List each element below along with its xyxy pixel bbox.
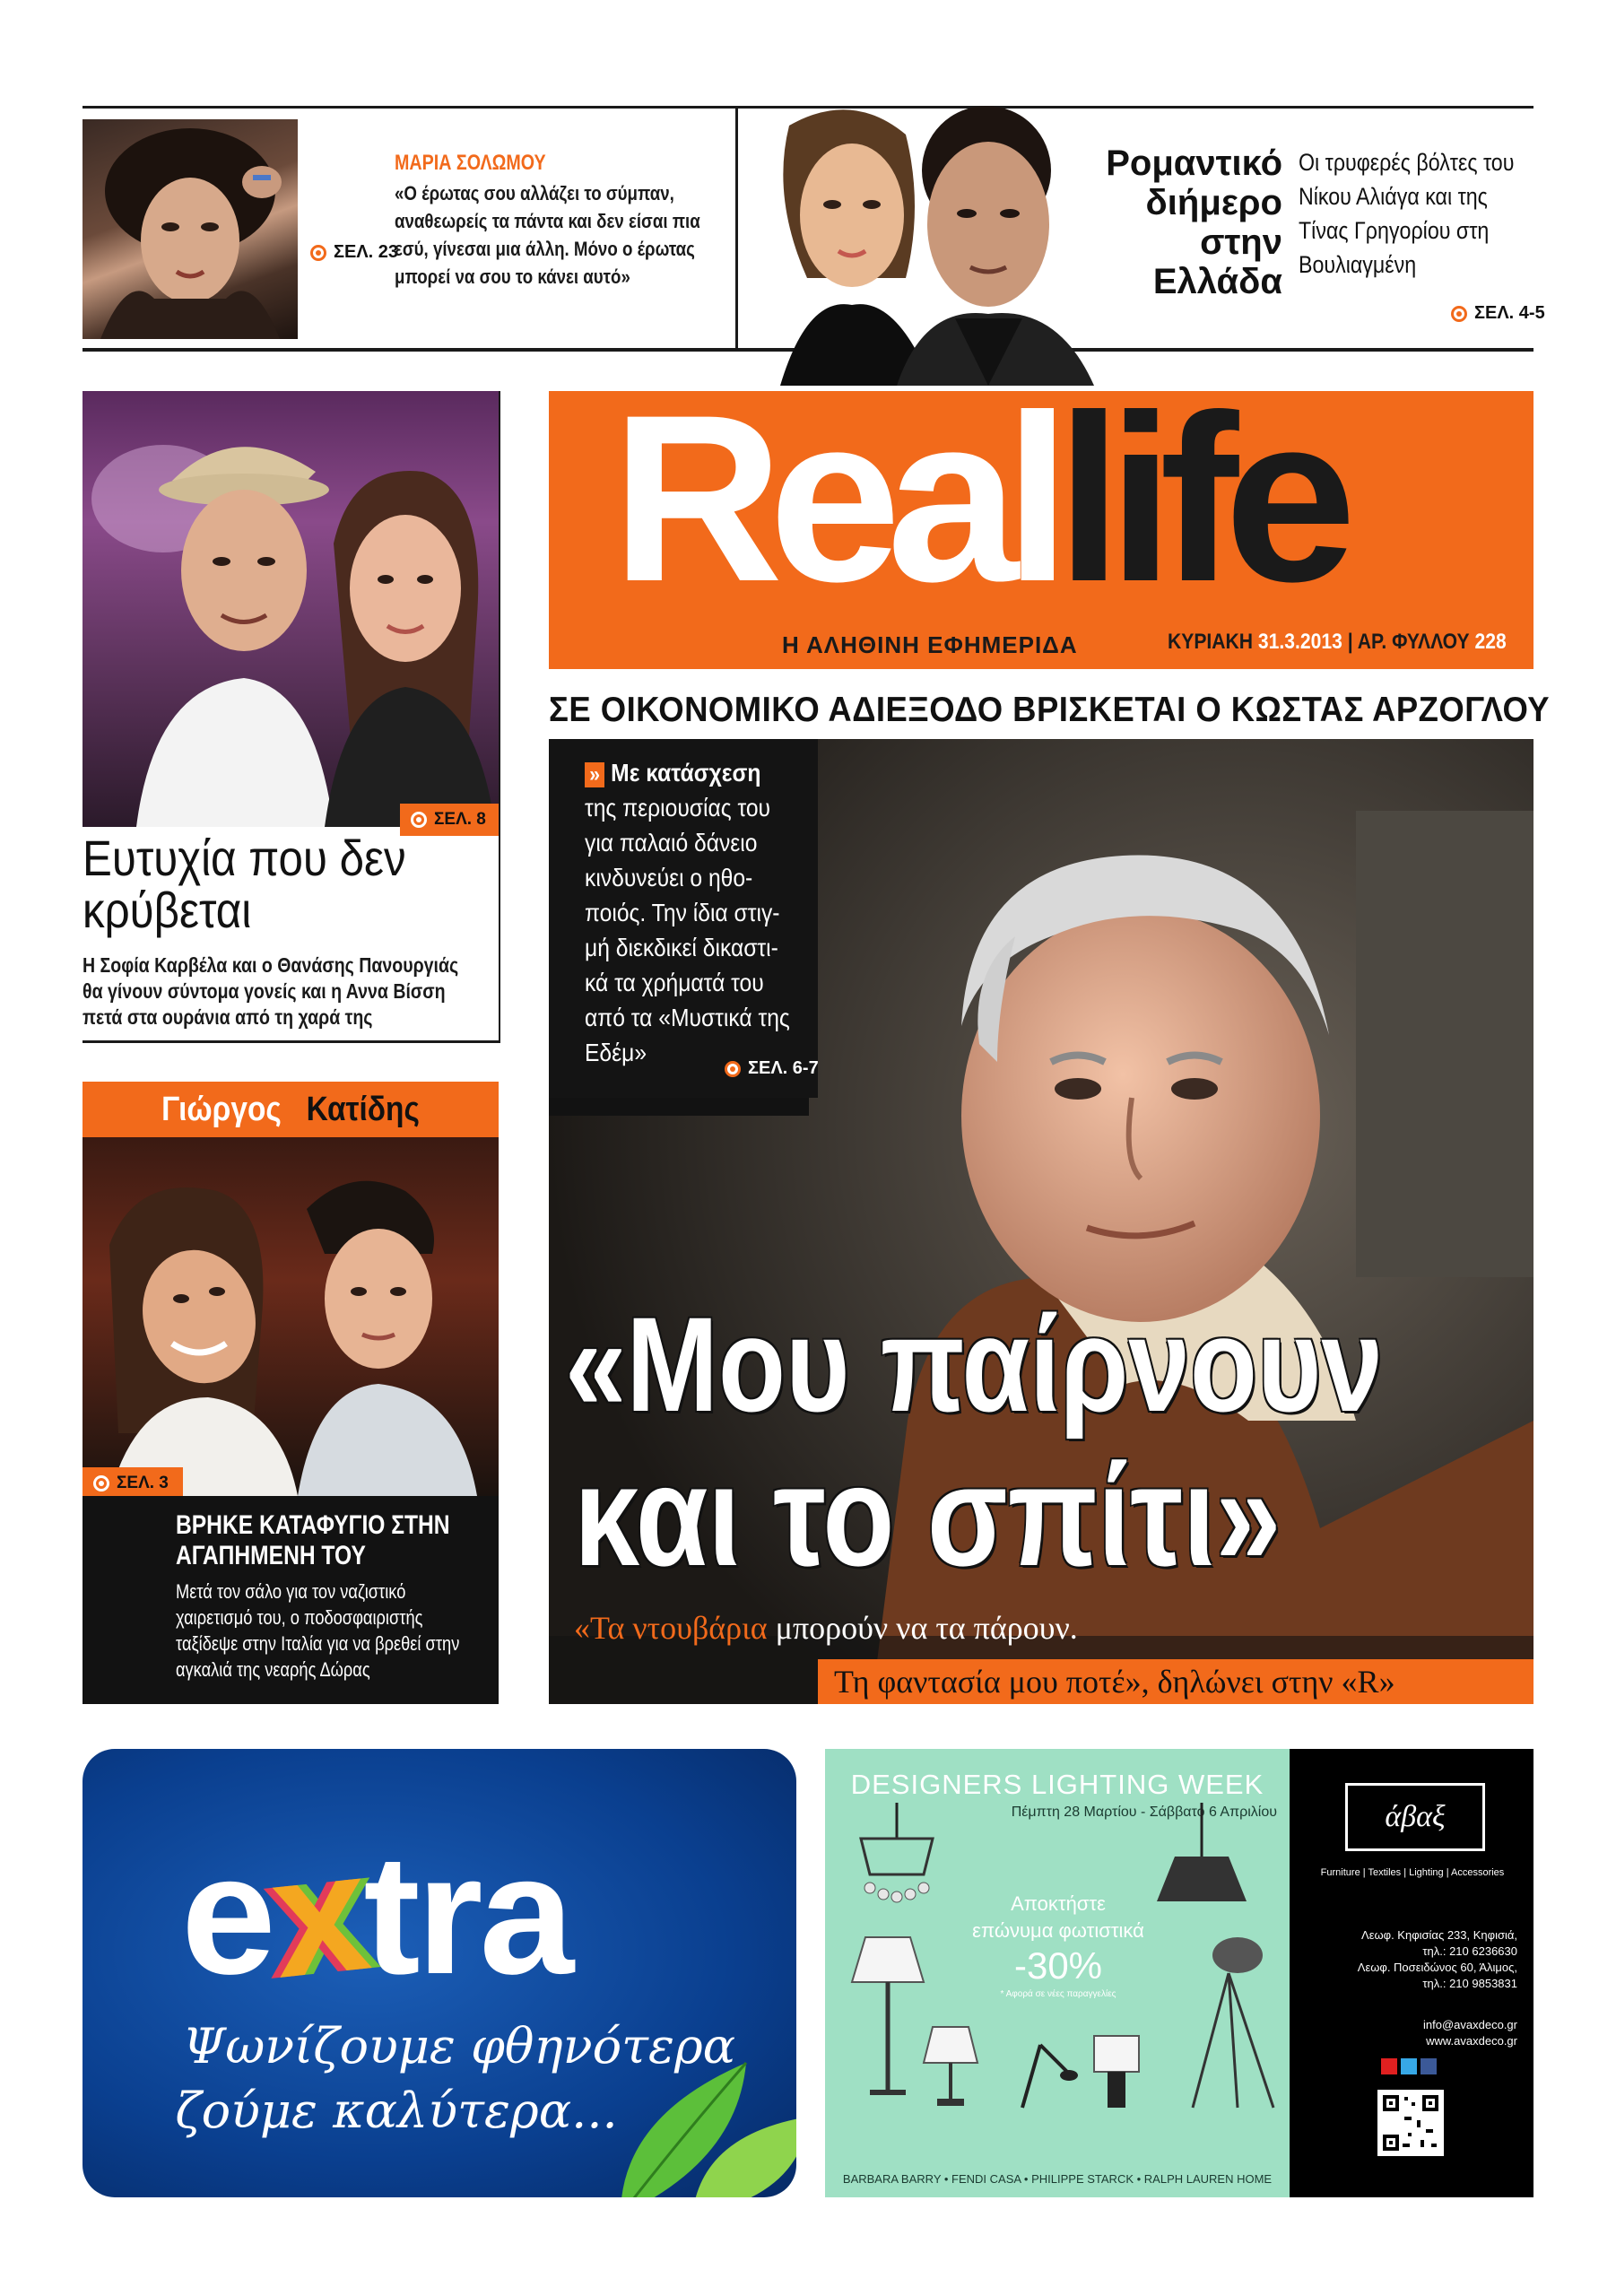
page-marker-icon bbox=[93, 1475, 109, 1492]
story1-bottom-rule bbox=[83, 1040, 499, 1043]
main-page-ref[interactable]: ΣΕΛ. 6-7 bbox=[725, 1058, 819, 1079]
main-sub1-rest: μπορούν να τα πάρουν. bbox=[775, 1610, 1078, 1646]
facebook-icon[interactable] bbox=[1421, 2058, 1437, 2074]
main-intro bbox=[585, 755, 790, 1070]
avax-email: info@avaxdeco.gr bbox=[1423, 2018, 1517, 2031]
story1-page-ref[interactable]: ΣΕΛ. 8 bbox=[400, 804, 499, 836]
katidis-photo[interactable] bbox=[83, 1137, 499, 1496]
extra-slogan-1: Ψωνίζουμε φθηνότερα bbox=[182, 2018, 736, 2074]
couple-photo[interactable] bbox=[753, 99, 1112, 386]
main-headline-line1: «Μου παίρνουν bbox=[565, 1289, 1383, 1439]
katidis-first: Γιώργος bbox=[161, 1090, 282, 1128]
katidis-label-bar bbox=[83, 1082, 499, 1137]
intro-arrow-icon: » bbox=[585, 762, 604, 787]
lighting-offer-1: Αποκτήστε bbox=[1011, 1892, 1106, 1915]
extra-x: x bbox=[262, 1815, 374, 2014]
lighting-dates: Πέμπτη 28 Μαρτίου - Σάββατο 6 Απριλίου bbox=[1011, 1805, 1277, 1820]
lamps-illustration bbox=[834, 1803, 1282, 2161]
main-kicker: ΣΕ ΟΙΚΟΝΟΜΙΚΟ ΑΔΙΕΞΟΔΟ ΒΡΙΣΚΕΤΑΙ Ο ΚΩΣΤΑΣ ΑΡΖΟΓΛΟΥ bbox=[549, 691, 1551, 729]
story1-headline: Ευτυχία που δεν κρύβεται bbox=[83, 830, 406, 938]
lighting-title: DESIGNERS LIGHTING WEEK bbox=[850, 1769, 1264, 1800]
lighting-discount: -30% bbox=[1013, 1944, 1103, 1987]
ad-lighting[interactable] bbox=[825, 1749, 1533, 2197]
main-sub1-accent: «Τα ντουβάρια bbox=[574, 1610, 768, 1646]
story2-headline: ΒΡΗΚΕ ΚΑΤΑΦΥΓΙΟ ΣΤΗΝ ΑΓΑΠΗΜΕΝΗ ΤΟΥ bbox=[176, 1510, 450, 1570]
extra-logo: extra bbox=[181, 1815, 571, 2014]
page-marker-icon bbox=[411, 812, 427, 828]
masthead bbox=[549, 366, 1533, 669]
avax-phone-2: τηλ.: 210 9853831 bbox=[1422, 1977, 1517, 1990]
masthead-date: 31.3.2013 bbox=[1257, 630, 1342, 654]
twitter-icon[interactable] bbox=[1401, 2058, 1417, 2074]
social-icons bbox=[1381, 2058, 1437, 2074]
maria-page-ref[interactable]: ΣΕΛ. 23 bbox=[310, 242, 398, 263]
story1-side-rule bbox=[499, 391, 500, 1043]
story2-page-ref[interactable]: ΣΕΛ. 3 bbox=[83, 1467, 183, 1500]
page-marker-icon bbox=[310, 245, 326, 261]
avax-phone-1: τηλ.: 210 6236630 bbox=[1422, 1944, 1517, 1958]
page-marker-icon bbox=[725, 1061, 741, 1077]
avax-web: www.avaxdeco.gr bbox=[1426, 2034, 1517, 2048]
extra-slogan-2: ζούμε καλύτερα... bbox=[175, 2083, 618, 2139]
qr-code-icon[interactable] bbox=[1377, 2090, 1444, 2156]
ad-extra[interactable] bbox=[83, 1749, 796, 2197]
intro-lead: Με κατάσχεση bbox=[611, 759, 761, 787]
avax-logo: άβαξ bbox=[1345, 1783, 1485, 1851]
romantic-page-ref[interactable]: ΣΕΛ. 4-5 bbox=[1451, 303, 1545, 324]
romantic-deck: Οι τρυφερές βόλτες του Νίκου Αλιάγα και της Τίνας Γρηγορίου στη Βουλιαγμένη bbox=[1299, 149, 1515, 278]
intro-rest: της περιουσίας του για παλαιό δάνειο κινδυνεύει ο ηθο-ποιός. Την ίδια στιγ-μή διεκδικεί δικαστι-κά τα χρήματά του από τα «Μυστικά της Εδέμ» bbox=[585, 794, 790, 1066]
maria-solomou-photo[interactable] bbox=[83, 119, 298, 339]
maria-quote: «Ο έρωτας σου αλλάζει το σύμπαν, αναθεωρείς τα πάντα και δεν είσαι πια εσύ, γίνεσαι μια άλλη. Μόνο ο έρωτας μπορεί να σου το κάνει αυτό» bbox=[395, 182, 700, 288]
lighting-footnote: * Αφορά σε νέες παραγγελίες bbox=[1000, 1989, 1116, 1999]
karvela-panourgias-photo[interactable] bbox=[83, 391, 499, 827]
lighting-offer-2: επώνυμα φωτιστικά bbox=[972, 1919, 1144, 1942]
main-sub1 bbox=[574, 1609, 1078, 1647]
masthead-date-box: ΚΥΡΙΑΚΗ 31.3.2013 | ΑΡ. ΦΥΛΛΟΥ 228 bbox=[1168, 630, 1507, 654]
masthead-tagline: Η ΑΛΗΘΙΝΗ ΕΦΗΜΕΡΙΔΑ bbox=[782, 631, 1078, 658]
katidis-last: Κατίδης bbox=[306, 1090, 421, 1128]
youtube-icon[interactable] bbox=[1381, 2058, 1397, 2074]
romantic-headline: Ρομαντικό διήμερο στην Ελλάδα bbox=[1106, 144, 1282, 301]
maria-name: ΜΑΡΙΑ ΣΟΛΩΜΟΥ bbox=[395, 151, 546, 175]
story2-body: Μετά τον σάλο για τον ναζιστικό χαιρετισμό του, ο ποδοσφαιριστής ταξίδεψε στην Ιταλία για να βρεθεί στην αγκαλιά της νεαρής Δώρας bbox=[176, 1580, 460, 1681]
main-sub2: Τη φαντασία μου ποτέ», δηλώνει στην «R» bbox=[834, 1664, 1395, 1700]
logo[interactable] bbox=[612, 366, 1342, 631]
teaser-divider bbox=[735, 106, 738, 348]
story1-body: Η Σοφία Καρβέλα και ο Θανάσης Πανουργιάς θα γίνουν σύντομα γονείς και η Αννα Βίσση πετά στα ουράνια από τη χαρά της bbox=[83, 953, 459, 1029]
masthead-issue-number: 228 bbox=[1474, 630, 1507, 654]
lighting-designers: BARBARA BARRY • FENDI CASA • PHILIPPE STARCK • RALPH LAUREN HOME bbox=[842, 2172, 1273, 2186]
main-headline-line2: και το σπίτι» bbox=[574, 1435, 1282, 1596]
avax-categories: Furniture | Textiles | Lighting | Accessories bbox=[1320, 1867, 1505, 1878]
avax-address-2: Λεωφ. Ποσειδώνος 60, Άλιμος, bbox=[1357, 1961, 1517, 1974]
logo-real: Real bbox=[612, 366, 1056, 631]
logo-life: life bbox=[1056, 366, 1342, 631]
avax-address-1: Λεωφ. Κηφισίας 233, Κηφισιά, bbox=[1361, 1928, 1517, 1942]
page-marker-icon bbox=[1451, 306, 1467, 322]
